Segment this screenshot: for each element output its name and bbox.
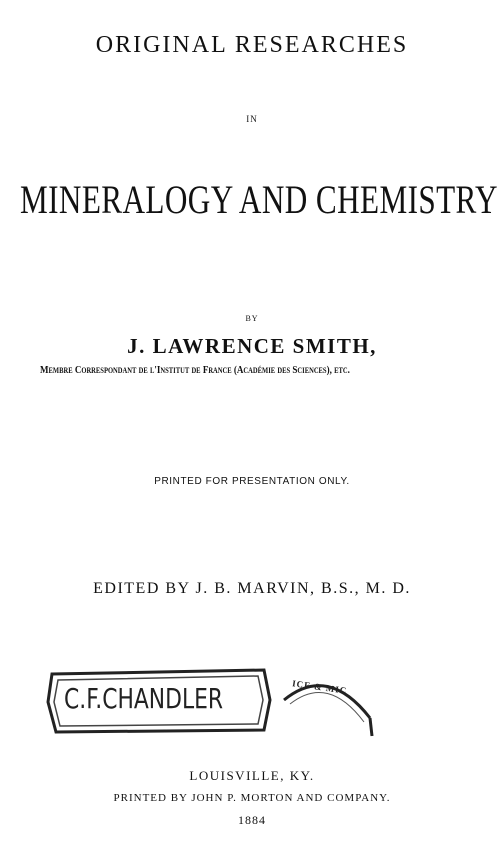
- title-connector-in: IN: [246, 114, 258, 124]
- author-name: J. LAWRENCE SMITH,: [127, 334, 377, 358]
- imprint-year: 1884: [238, 813, 266, 827]
- presentation-note: PRINTED FOR PRESENTATION ONLY.: [154, 476, 350, 487]
- imprint-city: LOUISVILLE, KY.: [189, 768, 315, 783]
- title-line-2: MINERALOGY AND CHEMISTRY: [20, 177, 498, 222]
- byline-by: BY: [245, 314, 259, 323]
- stamp-text: C.F.CHANDLER: [64, 682, 224, 715]
- seal-text: ICE & MIC: [291, 678, 348, 696]
- author-affiliation: Membre Correspondant de l'Institut de France (Académie des Sciences), etc.: [40, 364, 350, 376]
- imprint-publisher: PRINTED BY JOHN P. MORTON AND COMPANY.: [113, 792, 391, 804]
- editor-line: EDITED BY J. B. MARVIN, B.S., M. D.: [93, 580, 411, 597]
- embossed-seal: [278, 670, 378, 750]
- title-line-1: ORIGINAL RESEARCHES: [95, 32, 409, 58]
- library-stamp: [44, 664, 274, 736]
